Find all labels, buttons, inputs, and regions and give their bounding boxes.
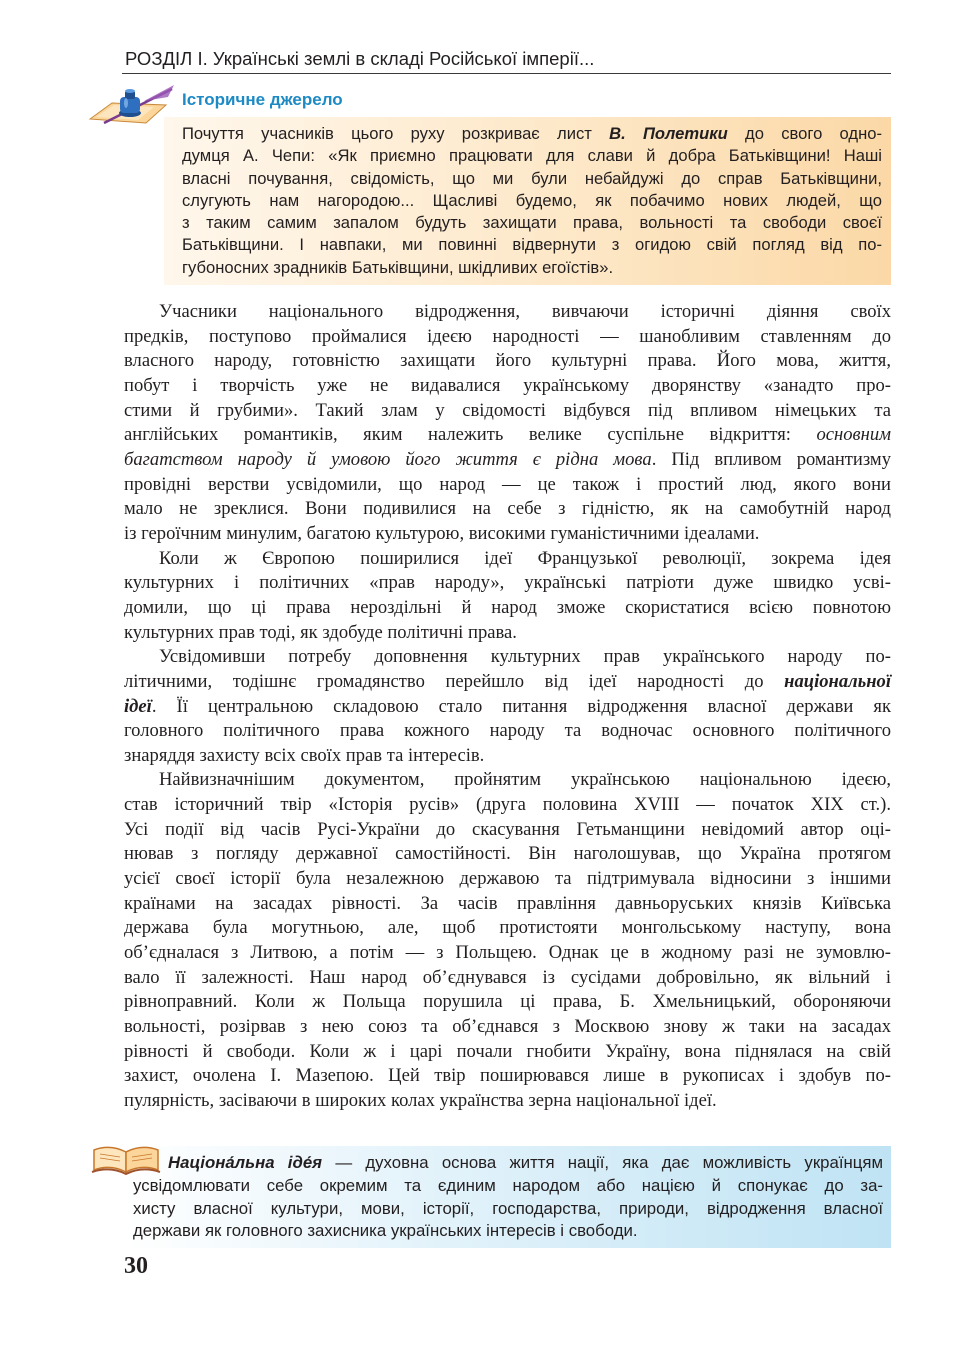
source-line: Батьківщини. І навпаки, ми повинні відвернути з огидою свій погляд від по- xyxy=(182,235,882,255)
text-line: захист, очолена І. Мазепою. Цей твір поширювався лише в рукописах і здобув по- xyxy=(124,1065,891,1087)
definition-term: Націона́льна іде́я xyxy=(168,1153,323,1172)
emphasis: багатством народу й умовою його життя є рідна мова xyxy=(124,448,652,470)
key-term: національної xyxy=(784,670,891,692)
text-line: нював з погляду державної самостійності. Він наголошував, що Україна протягом xyxy=(124,843,891,865)
main-text xyxy=(124,300,891,1114)
source-line: слугують нам нагородою... Щасливі будемо, як побачимо нових людей, що xyxy=(182,190,882,210)
text-line: ідеї. Її центральною складовою стало питання відродження власної держави як xyxy=(124,695,891,717)
text-line: літичними, тодішнє громадянство перейшло від ідеї народності до національної xyxy=(124,670,891,692)
page-number: 30 xyxy=(124,1253,148,1279)
text-line: багатством народу й умовою його життя є рідна мова. Під впливом романтизму xyxy=(124,448,891,470)
text-line: мало не зреклися. Вони подивилися на себе з гідністю, як на самобутній народ xyxy=(124,498,891,520)
text-line: культурних прав тоді, як здобуде політичні права. xyxy=(124,621,517,643)
header-rule xyxy=(122,73,891,74)
definition-line: держави як головного захисника українських інтересів і свободи. xyxy=(133,1221,638,1241)
text-line: власного народу, готовністю захищати його культурні права. Його мова, життя, xyxy=(124,350,891,372)
definition-text xyxy=(133,1152,883,1243)
definition-line: Націона́льна іде́я — духовна основа життя нації, яка дає можливість українцям xyxy=(168,1153,883,1172)
running-header: РОЗДІЛ І. Українські землі в складі Російської імперії... xyxy=(125,48,595,69)
text-line: вало її залежності. Наш народ об’єднувався із сусідами добровільно, як вільний і xyxy=(124,966,891,988)
text-line: знаряддя захисту всіх своїх прав та інтересів. xyxy=(124,744,485,766)
text-line: Учасники національного відродження, вивчаючи історичні діяння своїх xyxy=(159,301,891,322)
inkwell-quill-icon xyxy=(84,83,174,127)
text-line: із героїчним минулим, багатою культурою, високими гуманістичними ідеалами. xyxy=(124,522,760,544)
text-line: культурних і політичних «прав народу», українські патріоти дуже швидко усві- xyxy=(124,572,891,594)
text-line: пулярність, засіваючи в широких колах українства зерна національної ідеї. xyxy=(124,1090,717,1111)
text-line: Усвідомивши потребу доповнення культурних прав українського народу по- xyxy=(159,646,891,668)
text-line: став історичний твір «Історія русів» (друга половина XVIII — початок XIX ст.). xyxy=(124,794,891,816)
source-line: губоносних зрадників Батьківщини, шкідливих егоїстів». xyxy=(182,257,614,277)
text-line: Коли ж Європою поширилися ідеї Французької революції, зокрема ідея xyxy=(159,547,891,569)
text-line: усієї своєї історії була незалежною державою та підтримувала відносини з іншими xyxy=(124,868,891,890)
text-line: об’єдналася з Литвою, а потім — з Польщею. Однак це в жодному разі не зумовлю- xyxy=(124,942,891,964)
text-line: рівності й свободи. Коли ж і царі почали гнобити Україну, вона піднялася на свій xyxy=(124,1040,891,1062)
source-line: думця А. Чепи: «Як приємно працювати для слави й добра Батьківщини! Наші xyxy=(182,146,882,166)
text-line: домили, що ці права нероздільні й народ зможе скористатися всією повнотою xyxy=(124,596,891,618)
text-line: вольності, розірвав з нею союз та об’єднався з Москвою знову ж таки на засадах xyxy=(124,1016,891,1038)
text-line: рівноправний. Коли ж Польща порушила ці права, Б. Хмельницький, обороняючи xyxy=(124,991,891,1013)
emphasis: основним xyxy=(816,424,891,446)
text-line: провідні верстви усвідомили, що народ — це також і простий люд, якого вони xyxy=(124,473,891,495)
key-term: ідеї xyxy=(124,695,152,717)
text-line: Усі події від часів Русі-України до скасування Гетьманщини невідомий автор оці- xyxy=(124,818,891,840)
text-line: головного політичного права кожного народу та водночас основного політичного xyxy=(124,720,891,742)
source-title: Історичне джерело xyxy=(182,90,343,109)
definition-line: усвідомлювати себе окремим та єдиним народом або нацією й спонукає до за- xyxy=(133,1175,883,1195)
source-line: власні почування, свідомість, що ми були небайдужі до справ Батьківщини, xyxy=(182,168,882,188)
source-line: Почуття учасників цього руху розкриває лист В. Полетики до свого одно- xyxy=(182,124,883,143)
text-line: англійських романтиків, яким належить велике суспільне відкриття: основним xyxy=(124,424,891,446)
text-line: побут і творчість уже не видавалися українському дворянству «занадто про- xyxy=(124,374,891,396)
source-quote-text xyxy=(182,123,882,279)
text-line: предків, поступово проймалися ідеєю народності — шанобливим ставленням до xyxy=(124,325,891,347)
source-line: з таким самим запалом будуть захищати права, вольності та свободи своєї xyxy=(182,213,882,233)
text-line: Найвизначнішим документом, пройнятим українською національною ідеєю, xyxy=(159,769,891,791)
text-line: держава була могутньою, але, щоб протистояти монгольському наступу, вона xyxy=(124,917,891,939)
definition-line: хисту власної культури, мови, історії, господарства, природи, відродження власної xyxy=(133,1198,883,1218)
text-line: країнами на засадах рівності. За часів правління давньоруських князів Київська xyxy=(124,892,891,914)
author-name: В. Полетики xyxy=(609,124,728,143)
text-line: стими й грубими». Такий злам у свідомості відбувся під впливом німецьких та xyxy=(124,399,891,421)
